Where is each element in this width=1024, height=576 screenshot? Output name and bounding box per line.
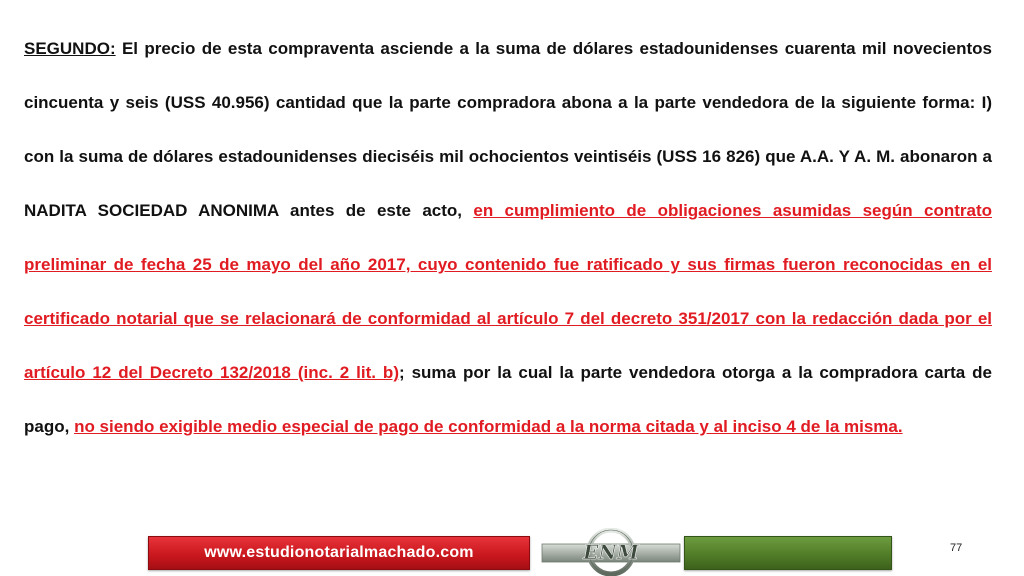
green-banner — [684, 536, 892, 570]
website-link[interactable]: www.estudionotarialmachado.com — [204, 544, 474, 561]
website-banner[interactable] — [148, 536, 530, 570]
clause-paragraph — [24, 22, 992, 454]
notary-logo-icon — [540, 528, 682, 576]
clause-highlight-2: no siendo exigible medio especial de pago de conformidad a la norma citada y al inciso 4 de la misma. — [74, 417, 903, 436]
logo-lettering: ENM — [583, 540, 639, 564]
clause-heading: SEGUNDO: — [24, 39, 116, 58]
clause-text-part-2: ; suma por la cual la parte vendedora otorga a la compradora carta de pago, — [24, 363, 992, 436]
clause-text-part-1: El precio de esta compraventa asciende a la suma de dólares estadounidenses cuarenta mil novecientos cincuenta y seis (USS 40.956) cantidad que la parte compradora abona a la parte vendedora de la siguiente forma: I) con la suma de dólares estadounidenses dieciséis mil ochocientos veintiséis (USS 16 826) que A.A. Y A. M. abonaron a NADITA SOCIEDAD ANONIMA antes de este acto, — [24, 39, 992, 220]
page-number: 77 — [950, 542, 963, 554]
clause-highlight-1: en cumplimiento de obligaciones asumidas según contrato preliminar de fecha 25 de mayo del año 2017, cuyo contenido fue ratificado y sus firmas fueron reconocidas en el certificado notarial que se relacionará de conformidad al artículo 7 del decreto 351/2017 con la redacción dada por el artículo 12 del Decreto 132/2018 (inc. 2 lit. b) — [24, 201, 992, 382]
footer — [0, 528, 1024, 576]
